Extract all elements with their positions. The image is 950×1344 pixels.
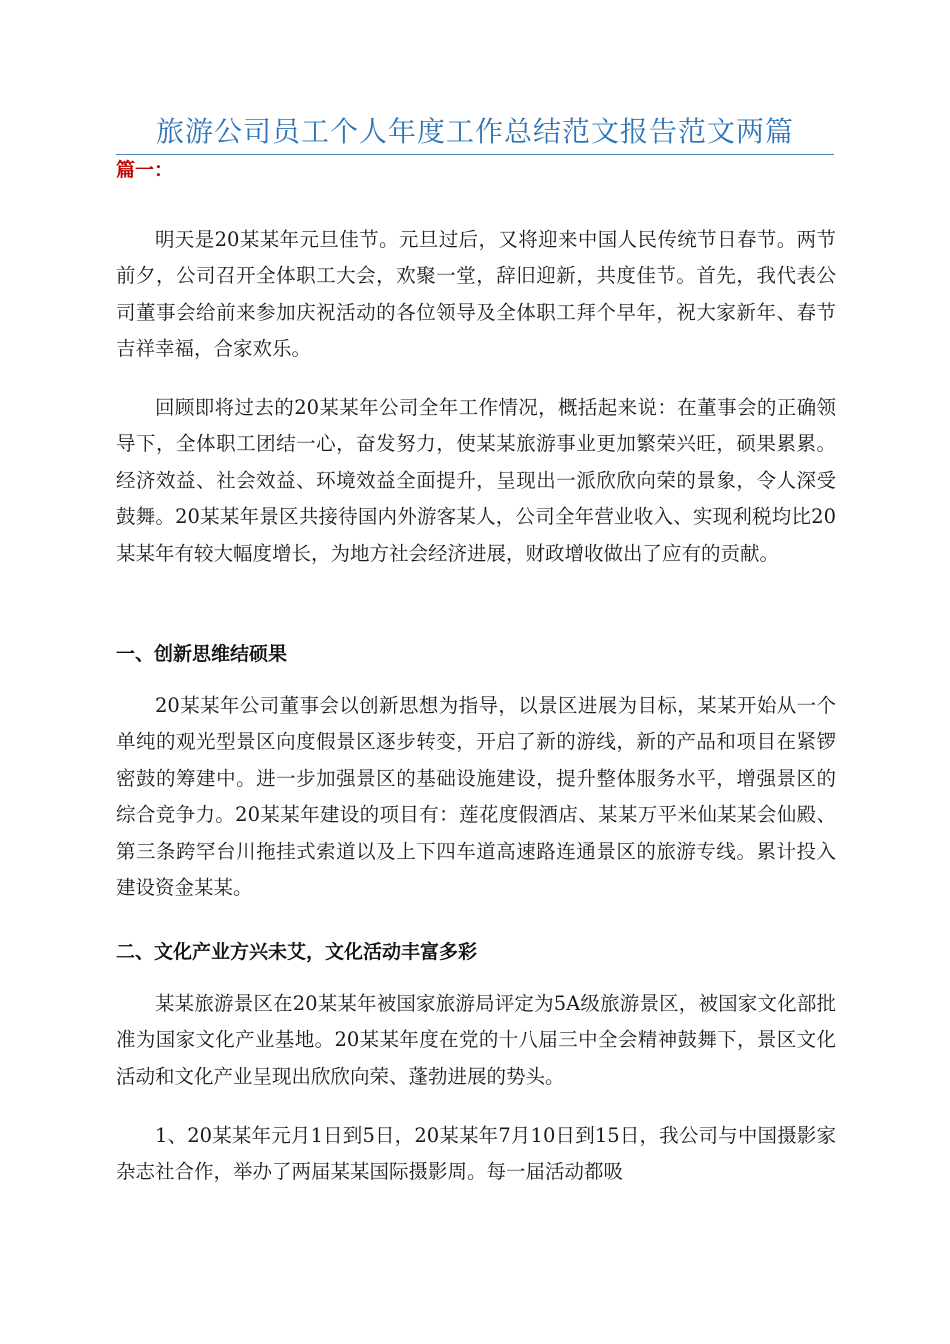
title-underline bbox=[116, 154, 834, 155]
paragraph-review: 回顾即将过去的20某某年公司全年工作情况，概括起来说：在董事会的正确领导下，全体职工团结一心，奋发努力，使某某旅游事业更加繁荣兴旺，硕果累累。经济效益、社会效益、环境效益全面提升，呈现出一派欣欣向荣的景象，令人深受鼓舞。20某某年景区共接待国内外游客某人，公司全年营业收入、实现利税均比20某某年有较大幅度增长，为地方社会经济进展，财政增收做出了应有的贡献。 bbox=[116, 396, 836, 565]
heading-innovation: 一、创新思维结硕果 bbox=[116, 643, 288, 665]
paragraph-culture: 某某旅游景区在20某某年被国家旅游局评定为5A级旅游景区，被国家文化部批准为国家文化产业基地。20某某年度在党的十八届三中全会精神鼓舞下，景区文化活动和文化产业呈现出欣欣向荣、蓬勃进展的势头。 bbox=[116, 992, 836, 1088]
paragraph-intro: 明天是20某某年元旦佳节。元旦过后，又将迎来中国人民传统节日春节。两节前夕，公司召开全体职工大会，欢聚一堂，辞旧迎新，共度佳节。首先，我代表公司董事会给前来参加庆祝活动的各位领导及全体职工拜个早年，祝大家新年、春节吉祥幸福，合家欢乐。 bbox=[116, 228, 836, 361]
document-title: 旅游公司员工个人年度工作总结范文报告范文两篇 bbox=[155, 115, 794, 148]
paragraph-photo-week: 1、20某某年元月1日到5日，20某某年7月10日到15日，我公司与中国摄影家杂志社合作，举办了两届某某国际摄影周。每一届活动都吸 bbox=[116, 1124, 836, 1184]
paragraph-innovation: 20某某年公司董事会以创新思想为指导，以景区进展为目标，某某开始从一个单纯的观光型景区向度假景区逐步转变，开启了新的游线，新的产品和项目在紧锣密鼓的筹建中。进一步加强景区的基础设施建设，提升整体服务水平，增强景区的综合竞争力。20某某年建设的项目有：莲花度假酒店、某某万平米仙某某会仙殿、第三条跨罕台川拖挂式索道以及上下四车道高速路连通景区的旅游专线。累计投入建设资金某某。 bbox=[116, 694, 836, 900]
section-label: 篇一： bbox=[116, 159, 174, 181]
heading-culture: 二、文化产业方兴未艾，文化活动丰富多彩 bbox=[116, 941, 478, 963]
